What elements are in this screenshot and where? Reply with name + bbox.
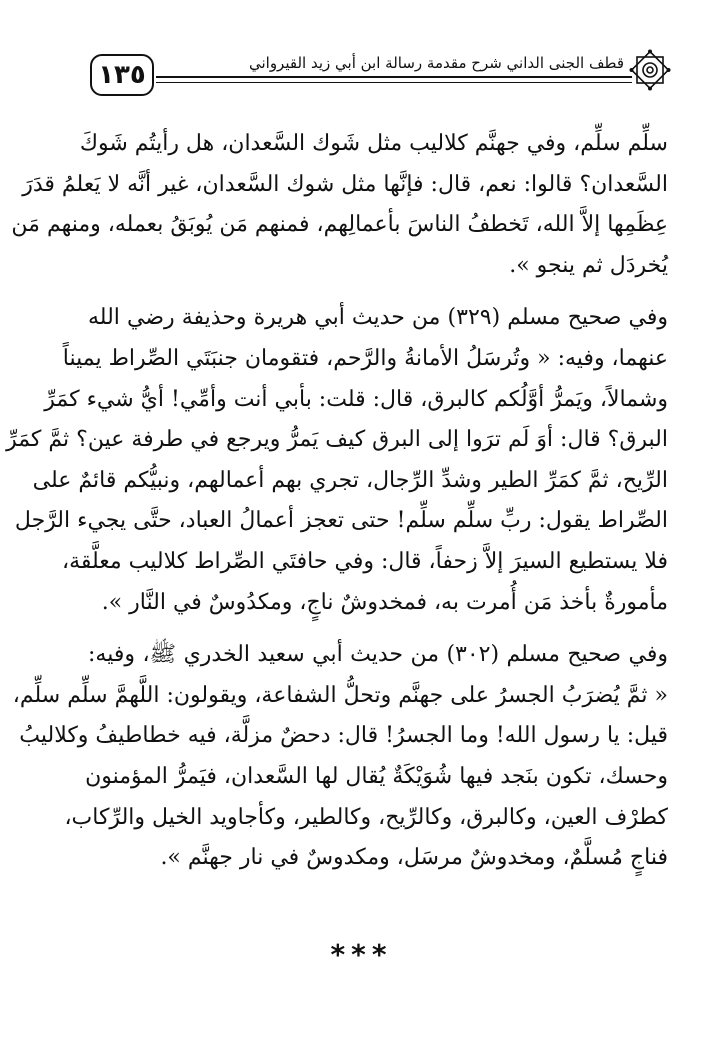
text-line: قيل: يا رسول الله! وما الجسرُ! قال: دحضٌ مزلَّة، فيه خطاطيفُ وكلاليبُ [19,723,668,749]
paragraph-3 [12,635,668,879]
text-line: سلِّم سلِّم، وفي جهنَّم كلاليب مثل شَوك السَّعدان، هل رأيتُم شَوكَ [79,131,668,156]
text-line: السَّعدان؟ قالوا: نعم، قال: فإنَّها مثل شوك السَّعدان، غير أنَّه لا يَعلمُ قدَرَ [22,171,668,197]
text-line: عنهما، وفيه: « وتُرسَلُ الأمانةُ والرَّحم، فتقومان جنبَتَي الصِّراط يميناً [62,345,668,371]
text-line: فلا يستطيع السيرَ إلاَّ زحفاً، قال: وفي حافتَي الصِّراط كلاليب معلَّقة، [61,548,668,574]
text-line: الصِّراط يقول: ربِّ سلِّم سلِّم! حتى تعجز أعمالُ العباد، حتَّى يجيء الرَّجل [14,508,668,534]
ornament-star-icon [628,48,672,92]
text-line: « ثمَّ يُضرَبُ الجسرُ على جهنَّم وتحلُّ الشفاعة، ويقولون: اللَّهمَّ سلِّم سلِّم، [12,682,668,708]
text-line: عِظَمِها إلاَّ الله، تَخطفُ الناسَ بأعمالِهم، فمنهم مَن يُوبَقُ بعمله، ومنهم مَن [11,212,668,238]
paragraph-2 [6,298,668,623]
header-rule-top [156,76,632,78]
text-line: وحسك، تكون بنَجد فيها شُوَيْكَةٌ يُقال لها السَّعدان، فيَمرُّ المؤمنون [85,763,668,789]
text-line: يُخردَل ثم ينجو ». [509,252,668,278]
text-line: وشمالاً، ويَمرُّ أوَّلُكم كالبرق، قال: قلت: بأبي أنت وأمِّي! أيُّ شيء كمَرِّ [44,386,668,412]
page-header [86,46,672,102]
text-line: كطرْف العين، وكالبرق، وكالرِّيح، وكالطير، وكأجاويد الخيل والرِّكاب، [64,804,668,830]
page-number: ١٣٥ [90,54,154,96]
text-line: البرق؟ قال: أوَ لَم ترَوا إلى البرق كيف يَمرُّ ويرجع في طرفة عين؟ ثمَّ كمَرِّ [6,427,668,453]
section-separator: *** [330,938,393,971]
header-rule-bottom [156,82,632,83]
text-line: فناجٍ مُسلَّمٌ، ومخدوشٌ مرسَل، ومكدوسٌ في نار جهنَّم ». [160,845,668,871]
paragraph-1 [11,124,668,286]
text-line: الرِّيح، ثمَّ كمَرِّ الطير وشدِّ الرِّجال، تجري بهم أعمالهم، ونبيُّكم قائمٌ على [32,467,668,493]
text-line: وفي صحيح مسلم (٣٢٩) من حديث أبي هريرة وحذيفة رضي الله [88,305,668,331]
main-text [6,124,668,891]
text-line: مأمورةٌ بأخذ مَن أُمرت به، فمخدوشٌ ناجٍ، ومكدُوسٌ في النَّار ». [101,589,668,615]
book-title: قطف الجنى الداني شرح مقدمة رسالة ابن أبي زيد القيرواني [248,54,624,72]
text-line: وفي صحيح مسلم (٣٠٢) من حديث أبي سعيد الخدري ﷺ، وفيه: [88,642,668,668]
